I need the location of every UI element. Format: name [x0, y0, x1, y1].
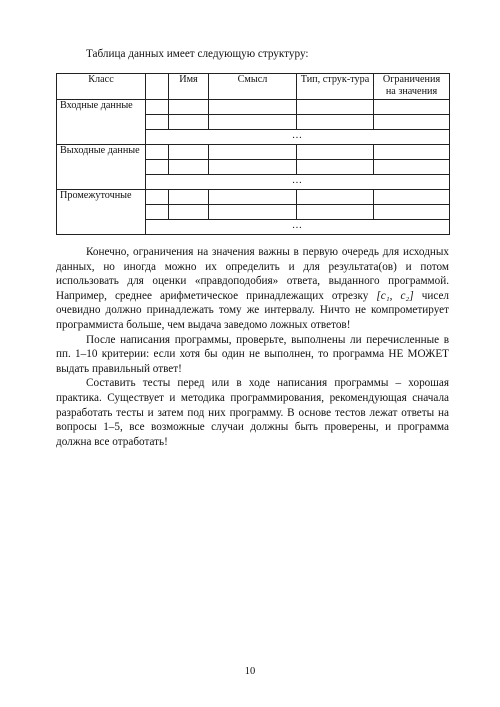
row-class-output: Выходные данные — [57, 145, 146, 190]
table-intro: Таблица данных имеет следующую структуру: — [86, 48, 309, 60]
ellipsis: … — [146, 220, 450, 235]
paragraph-tests: Составить тесты перед или в ходе написания программы – хорошая практика. Существует и методика программирования, рекомендующая сначала разработать тесты и затем под них программу. В основе тестов лежат ответы на вопросы 1–5, все возможные случаи должны быть проверены, и программа должна все отработать! — [56, 377, 449, 448]
header-type: Тип, струк-тура — [297, 74, 374, 100]
header-name: Имя — [169, 74, 209, 100]
table-header-row — [57, 74, 450, 100]
header-empty — [146, 74, 169, 100]
paragraph-check-criteria: После написания программы, проверьте, выполнены ли перечисленные в пп. 1–10 критерии: если хотя бы один не выполнен, то программа НЕ МОЖЕТ выдать правильный ответ! — [56, 333, 449, 375]
interval-notation: [c₁, c₂] — [376, 289, 414, 302]
header-class: Класс — [57, 74, 146, 100]
ellipsis: … — [146, 175, 450, 190]
data-structure-table — [56, 73, 450, 235]
row-class-intermediate: Промежуточные — [57, 190, 146, 235]
row-class-input: Входные данные — [57, 100, 146, 145]
body-text — [56, 245, 449, 449]
ellipsis: … — [146, 130, 450, 145]
page-number: 10 — [244, 666, 256, 677]
table-row — [57, 190, 450, 205]
header-meaning: Смысл — [209, 74, 297, 100]
header-constraints: Ограничения на значения — [374, 74, 450, 100]
table-row — [57, 100, 450, 115]
table-row — [57, 145, 450, 160]
paragraph-constraints: Конечно, ограничения на значения важны в первую очередь для исходных данных, но иногда можно их определить и для результата(ов) и потом использовать для оценки «правдоподобия» ответа, выданного программой. Например, среднее арифметическое принадлежащих отрезку [c₁, c₂] чисел очевидно должно принадлежать тому же интервалу. Ничто не компрометирует программиста больше, чем выдача заведомо ложных ответов! — [56, 246, 450, 331]
